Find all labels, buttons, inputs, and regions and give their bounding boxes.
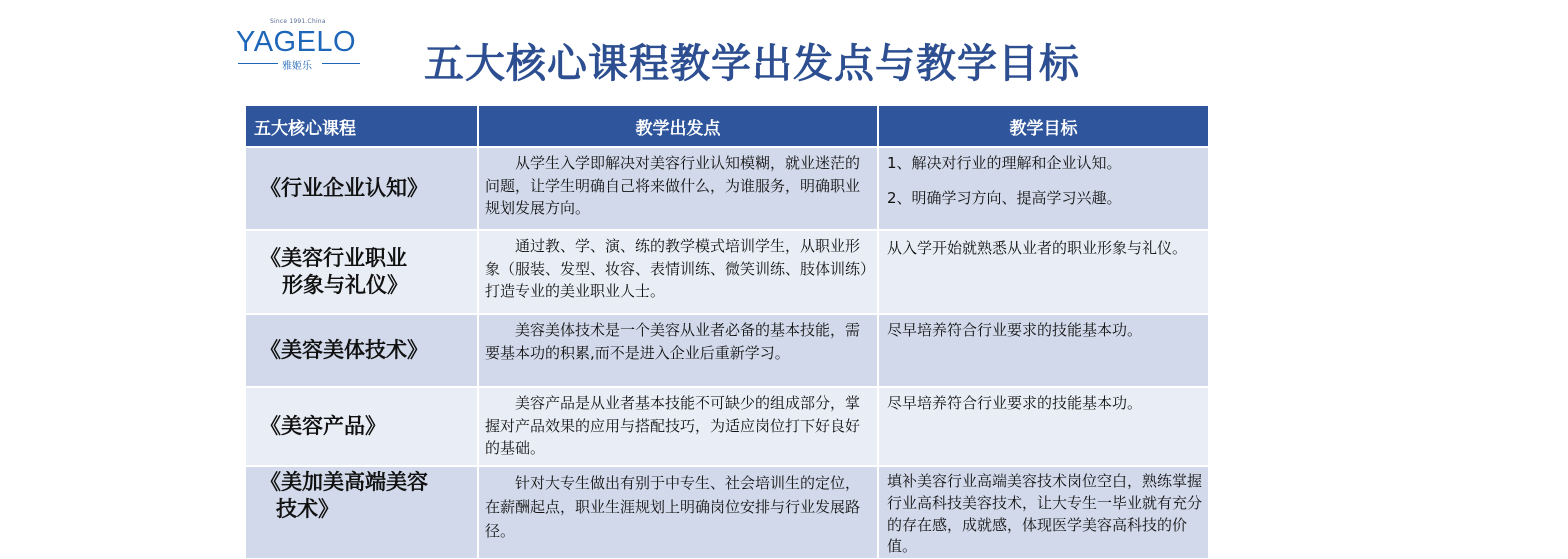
course-name: 《美加美高端美容 技术》 bbox=[260, 470, 428, 522]
goal-text bbox=[877, 231, 1208, 313]
goal-line: 填补美容行业高端美容技术岗位空白，熟练掌握行业高科技美容技术，让大专生一毕业就有充分的存在感，成就感，体现医学美容高科技的价值。 bbox=[887, 472, 1203, 556]
page-title: 五大核心课程教学出发点与教学目标 bbox=[424, 41, 1080, 87]
course-name: 《美容产品》 bbox=[260, 413, 386, 438]
logo-rule-right bbox=[322, 63, 360, 64]
goal-line: 尽早培养符合行业要求的技能基本功。 bbox=[887, 321, 1143, 339]
table-row bbox=[246, 313, 1208, 386]
table-row bbox=[246, 386, 1208, 465]
starting-point-text: 通过教、学、演、练的教学模式培训学生，从职业形象（服装、发型、妆容、表情训练、微笑训练、肢体训练）打造专业的美业职业人士。 bbox=[477, 231, 877, 313]
starting-point-text: 美容美体技术是一个美容从业者必备的基本技能，需要基本功的积累,而不是进入企业后重新学习。 bbox=[477, 315, 877, 386]
course-name: 《美容美体技术》 bbox=[260, 337, 428, 362]
table-header-row bbox=[246, 106, 1208, 146]
table-row bbox=[246, 229, 1208, 313]
goal-text bbox=[877, 148, 1208, 229]
logo-rule-left bbox=[238, 63, 278, 64]
goal-line: 从入学开始就熟悉从业者的职业形象与礼仪。 bbox=[887, 239, 1188, 257]
logo-chinese-name: 雅姬乐 bbox=[282, 61, 312, 72]
starting-point-text: 美容产品是从业者基本技能不可缺少的组成部分，掌握对产品效果的应用与搭配技巧，为适应岗位打下好良好的基础。 bbox=[477, 388, 877, 465]
goal-text bbox=[877, 388, 1208, 465]
goal-text bbox=[877, 467, 1208, 558]
header-starting-point: 教学出发点 bbox=[477, 106, 877, 146]
header-goal: 教学目标 bbox=[877, 106, 1208, 146]
logo bbox=[236, 18, 366, 70]
course-name: 《行业企业认知》 bbox=[260, 175, 428, 200]
goal-line: 1、解决对行业的理解和企业认知。 bbox=[887, 154, 1122, 172]
table-row bbox=[246, 146, 1208, 229]
course-table bbox=[246, 106, 1208, 558]
logo-wordmark: YAGELO bbox=[236, 26, 357, 58]
goal-line: 2、明确学习方向、提高学习兴趣。 bbox=[887, 188, 1122, 207]
goal-line: 尽早培养符合行业要求的技能基本功。 bbox=[887, 394, 1143, 412]
logo-tagline: Since 1991.China bbox=[270, 18, 326, 25]
goal-text bbox=[877, 315, 1208, 386]
header-course: 五大核心课程 bbox=[254, 118, 356, 139]
starting-point-text: 从学生入学即解决对美容行业认知模糊，就业迷茫的问题，让学生明确自己将来做什么，为谁服务，明确职业规划发展方向。 bbox=[477, 148, 877, 229]
table-row bbox=[246, 465, 1208, 558]
course-name: 《美容行业职业 形象与礼仪》 bbox=[260, 245, 408, 297]
starting-point-text: 针对大专生做出有别于中专生、社会培训生的定位，在薪酬起点，职业生涯规划上明确岗位安排与行业发展路径。 bbox=[477, 467, 877, 558]
